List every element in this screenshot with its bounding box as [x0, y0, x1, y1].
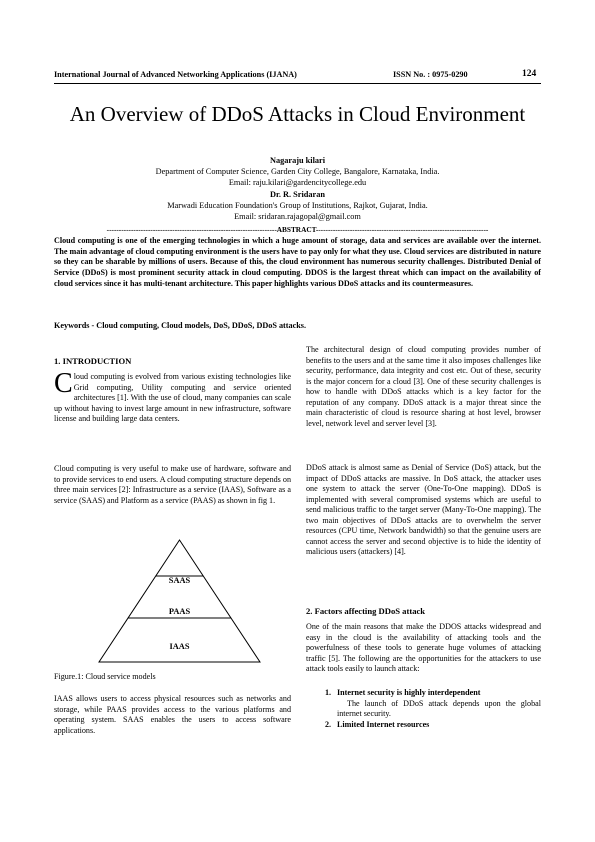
- pyramid-label-saas: SAAS: [168, 576, 191, 585]
- section-heading-factors: 2. Factors affecting DDoS attack: [306, 606, 426, 616]
- intro-paragraph-1: [54, 368, 291, 425]
- page-number: 124: [522, 69, 537, 79]
- author-email-2: Email: sridaran.rajagopal@gmail.com: [234, 212, 361, 221]
- keywords: Keywords - Cloud computing, Cloud models, DoS, DDoS, DDoS attacks.: [54, 321, 307, 330]
- header-rule: [54, 83, 541, 84]
- figure-caption: Figure.1: Cloud service models: [54, 672, 156, 681]
- abstract-text: Cloud computing is one of the emerging technologies in which a huge amount of storage, data and services are available over the internet. The main advantage of cloud computing environment is the users have to pay only for what they use. Cloud services are distributed in nature so they can be sharable by millions of users. Because of this, the cloud environment has numerous security challenges. Distributed Denial of Service (DDoS) is most prominent security attack in cloud computing. DDOS is the largest threat which can impact on the availability of cloud services since it has multi-tenant architecture. This paper highlights various DDoS attacks and its countermeasures.: [54, 236, 541, 288]
- journal-name: International Journal of Advanced Networking Applications (IJANA): [54, 70, 297, 79]
- list-number: 2.: [325, 720, 332, 729]
- author-affiliation-1: Department of Computer Science, Garden City College, Bangalore, Karnataka, India.: [155, 167, 440, 176]
- abstract-heading: ----------------------------------------------------------------------ABSTRACT-----------------------------------------------------------------------: [106, 225, 489, 234]
- factor-list-item-2: [325, 720, 541, 731]
- paper-title: An Overview of DDoS Attacks in Cloud Environment: [69, 102, 526, 126]
- right-paragraph-1: The architectural design of cloud computing provides number of benefits to the users and at the same time it also imposes challenges like security, performance, data integrity and cost etc. Out of these, security is the major concern for a cloud [3]. One of these security challenges is how to handle with DDoS attacks which is a key factor for the reputation of any company. DDoS attack is a major threat since the main characteristic of cloud is resource sharing at host level, browser level, network level and server level [3].: [306, 345, 541, 428]
- pyramid-label-iaas: IAAS: [169, 642, 190, 651]
- intro-paragraph-3: IAAS allows users to access physical resources such as networks and storage, while PAAS provides access to the various platforms and operating system. SAAS enables the users to access software applications.: [54, 694, 291, 735]
- factor-list-item-1: [325, 688, 541, 720]
- author-name-1: Nagaraju kilari: [269, 156, 326, 165]
- author-affiliation-2: Marwadi Education Foundation's Group of Institutions, Rajkot, Gujarat, India.: [167, 201, 428, 210]
- author-name-2: Dr. R. Sridaran: [269, 190, 325, 199]
- list-item-heading: Limited Internet resources: [337, 720, 430, 729]
- drop-cap: C: [54, 368, 73, 399]
- author-email-1: Email: raju.kilari@gardencitycollege.edu: [228, 178, 367, 187]
- cloud-service-models-figure: [97, 538, 262, 664]
- issn: ISSN No. : 0975-0290: [393, 70, 468, 79]
- list-number: 1.: [325, 688, 332, 697]
- intro-paragraph-1-text: loud computing is evolved from various existing technologies like Grid computing, Utility computing and service oriented architectures [1]. With the use of cloud, many companies can scale up without having to invest large amount in new infrastructure, software license and building large data centers.: [54, 372, 291, 424]
- right-paragraph-2: DDoS attack is almost same as Denial of Service (DoS) attack, but the impact of DDoS attacks are massive. In DoS attack, the attacker uses one system to attack the server (One-To-One mapping). DDoS is implemented with several compromised systems which are useful to send malicious traffic to the target server (Many-To-One mapping). The two main objectives of DDoS attacks are to overwhelm the server resources (CPU time, Network bandwidth) so that the genuine users are cannot access the server and second objective is to hide the identity of malicious users (attackers) [4].: [306, 463, 541, 557]
- section-heading-introduction: 1. INTRODUCTION: [54, 356, 132, 366]
- intro-paragraph-2: Cloud computing is very useful to make use of hardware, software and to provide services to end users. A cloud computing structure depends on three main services [2]: Infrastructure as a service (IAAS), Software as a service (SAAS) and Platform as a service (PAAS) as shown in fig 1.: [54, 464, 291, 505]
- pyramid-label-paas: PAAS: [168, 607, 191, 616]
- factors-paragraph: One of the main reasons that make the DDOS attacks widespread and easy in the cloud is the availability of attacking tools and the powerfulness of these tools to generate huge volumes of attacking traffic [5]. The following are the opportunities for the attackers to use attack tools easily to launch attack:: [306, 622, 541, 674]
- list-item-text: The launch of DDoS attack depends upon the global internet security.: [337, 698, 541, 719]
- list-item-heading: Internet security is highly interdependent: [337, 688, 481, 697]
